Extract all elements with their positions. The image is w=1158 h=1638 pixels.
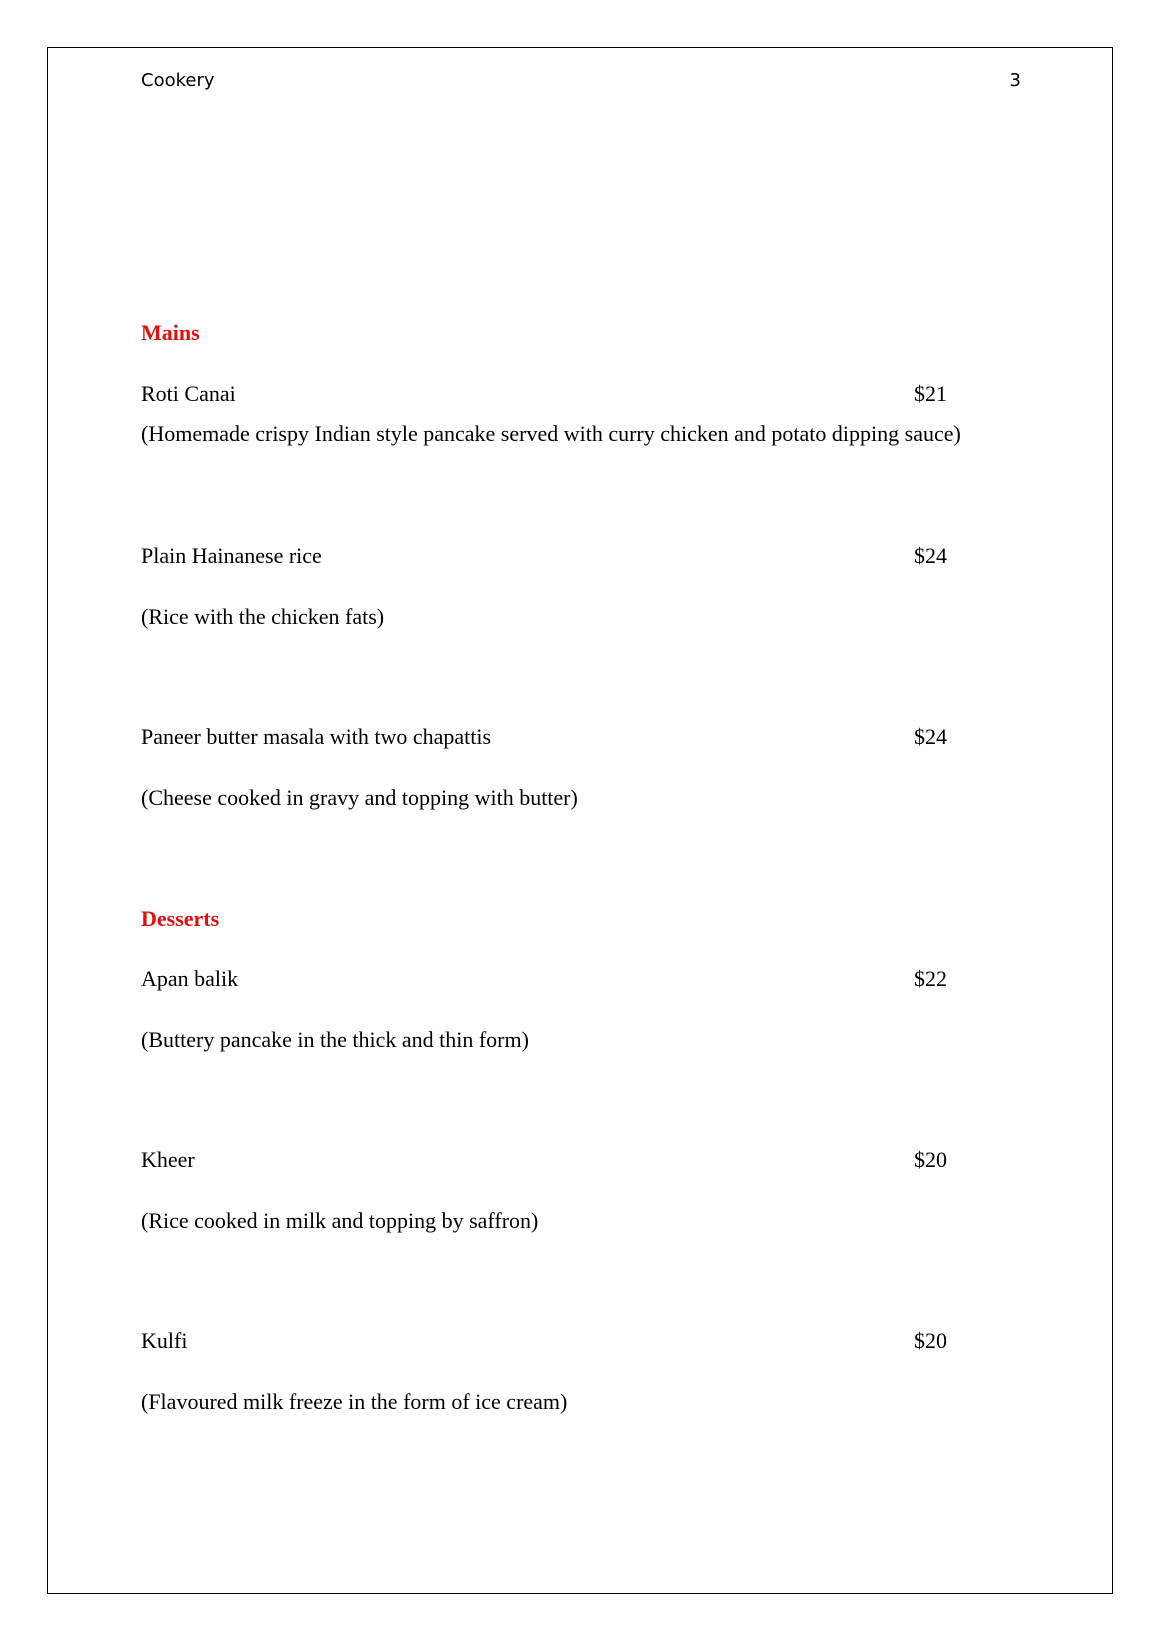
menu-item-name: Plain Hainanese rice — [141, 543, 322, 568]
menu-item-description: (Buttery pancake in the thick and thin form) — [141, 1027, 529, 1052]
menu-item-description: (Homemade crispy Indian style pancake served with curry chicken and potato dipping sauce) — [141, 421, 961, 446]
menu-item-name: Roti Canai — [141, 381, 236, 406]
menu-item-price: $24 — [914, 543, 947, 568]
menu-item-description: (Flavoured milk freeze in the form of ice cream) — [141, 1389, 568, 1414]
header-title: Cookery — [141, 70, 215, 91]
page-border — [47, 47, 1113, 1594]
menu-item-name: Apan balik — [141, 966, 239, 991]
page-header — [141, 70, 1021, 96]
menu-item-name: Paneer butter masala with two chapattis — [141, 724, 492, 749]
menu-item-name: Kulfi — [141, 1328, 188, 1353]
menu-item-description: (Rice cooked in milk and topping by saffron) — [141, 1208, 539, 1233]
section-title-mains: Mains — [141, 320, 200, 345]
menu-item-price: $24 — [914, 724, 947, 749]
menu-item-description: (Rice with the chicken fats) — [141, 604, 385, 629]
menu-item-price: $20 — [914, 1328, 947, 1353]
menu-item-price: $22 — [914, 966, 947, 991]
menu-item-price: $20 — [914, 1147, 947, 1172]
section-title-desserts: Desserts — [141, 906, 220, 931]
page-number: 3 — [1009, 70, 1021, 91]
menu-item-description: (Cheese cooked in gravy and topping with butter) — [141, 785, 578, 810]
menu-item-price: $21 — [914, 381, 947, 406]
menu-item-name: Kheer — [141, 1147, 195, 1172]
